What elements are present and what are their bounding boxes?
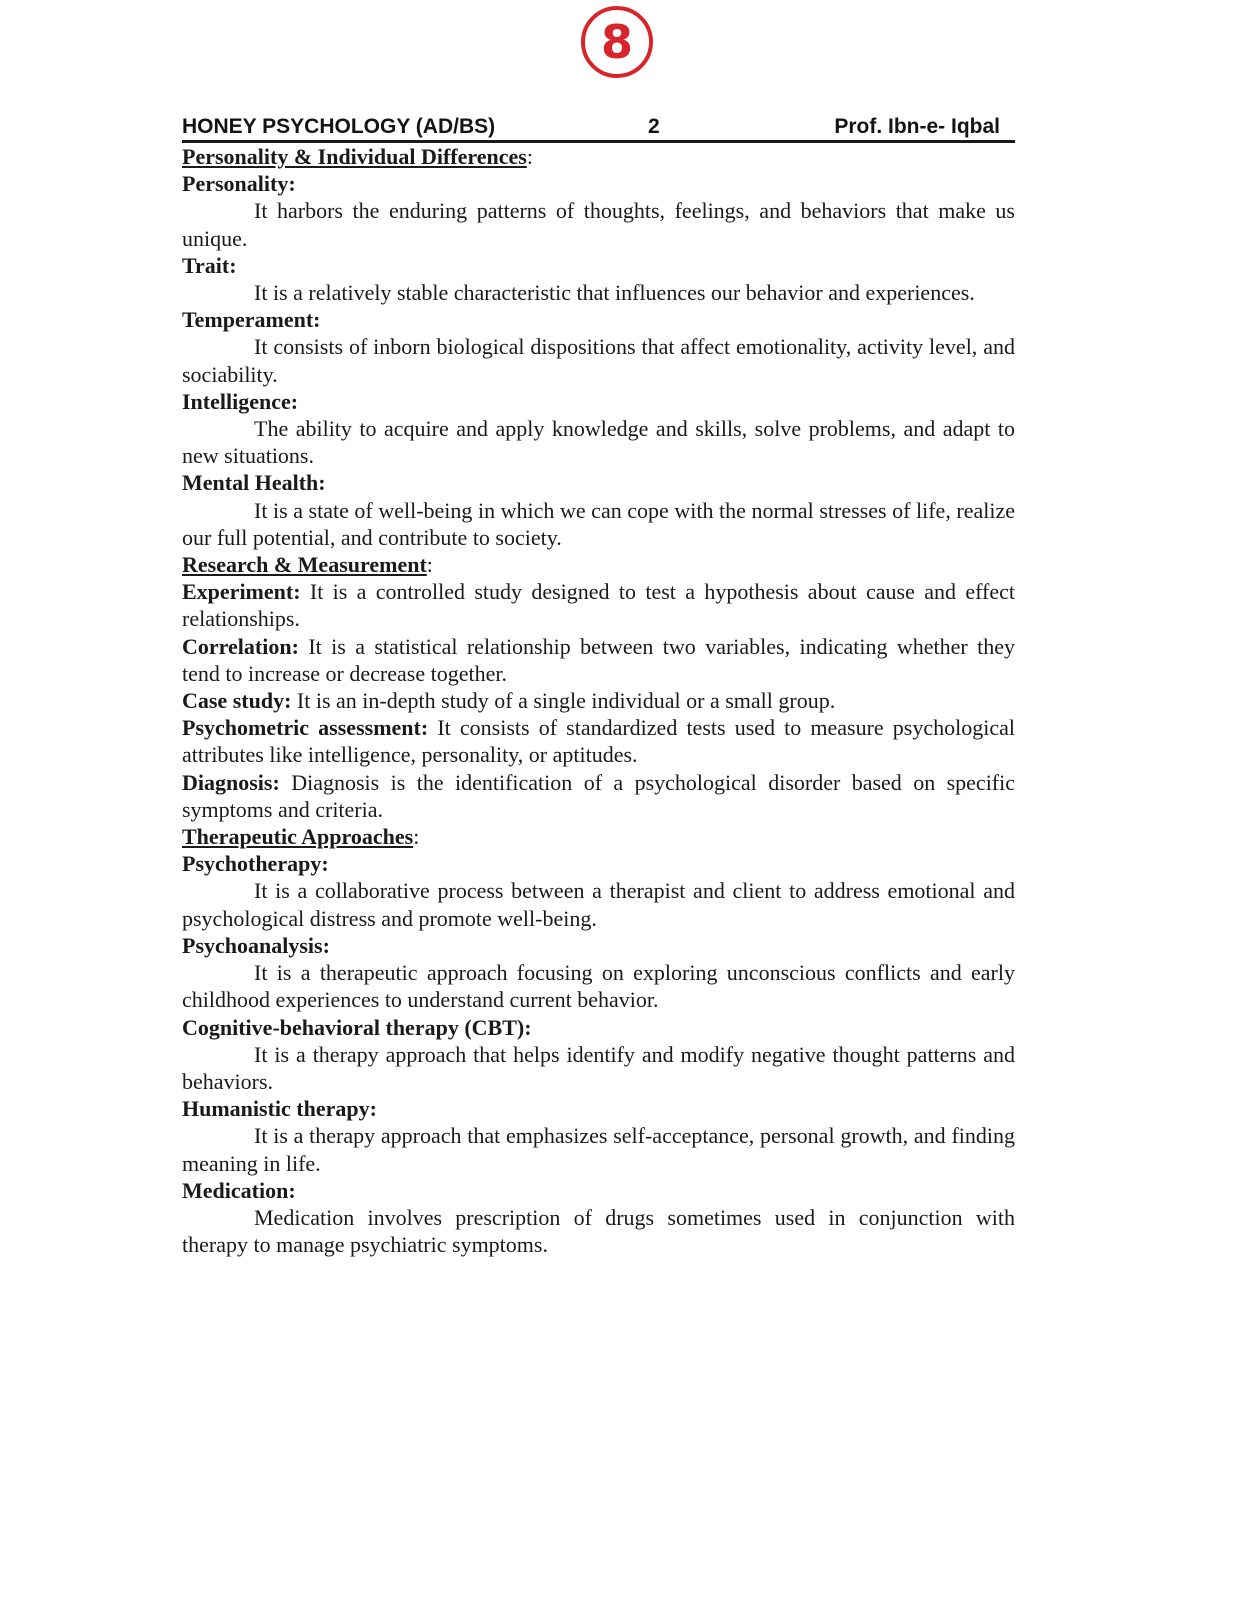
page-header	[182, 113, 1015, 143]
term-label: Correlation:	[182, 633, 299, 659]
term-label: Psychometric assessment:	[182, 715, 429, 741]
term-label: Experiment:	[182, 579, 301, 605]
term-definition: It is a state of well-being in which we can cope with the normal stresses of life, realize our full potential, and contribute to society.	[182, 497, 1015, 550]
term-text: It is a statistical relationship between two variables, indicating whether they tend to increase or decrease together.	[182, 633, 1016, 686]
term-heading: Temperament:	[182, 307, 321, 333]
term-definition: It consists of inborn biological dispositions that affect emotionality, activity level, and sociability.	[182, 334, 1015, 387]
term-heading: Intelligence:	[182, 388, 299, 414]
term-text: It is a controlled study designed to test a hypothesis about cause and effect relationships.	[182, 579, 1015, 632]
header-course-title: HONEY PSYCHOLOGY (AD/BS)	[182, 115, 496, 138]
term-label: Diagnosis:	[182, 769, 280, 795]
inline-definition	[182, 714, 1015, 768]
term-heading: Humanistic therapy:	[182, 1096, 377, 1122]
term-text: Diagnosis is the identification of a psychological disorder based on specific symptoms and criteria.	[182, 769, 1016, 822]
term-definition: It harbors the enduring patterns of thoughts, feelings, and behaviors that make us unique.	[182, 198, 1015, 251]
header-author: Prof. Ibn-e- Iqbal	[834, 115, 1000, 138]
inline-definition	[182, 687, 1015, 714]
inline-definition	[182, 769, 1015, 823]
page-number-badge: 8	[581, 6, 653, 78]
document-body	[182, 143, 1015, 1258]
term-heading: Personality:	[182, 171, 296, 197]
header-page-number: 2	[648, 115, 660, 138]
term-definition: The ability to acquire and apply knowledge and skills, solve problems, and adapt to new situations.	[182, 416, 1015, 469]
section-heading: Personality & Individual Differences:	[182, 144, 533, 169]
term-heading: Trait:	[182, 252, 237, 278]
term-heading: Mental Health:	[182, 470, 326, 496]
term-text: It consists of standardized tests used to measure psychological attributes like intelligence, personality, or aptitudes.	[182, 715, 1015, 768]
term-heading: Psychoanalysis:	[182, 932, 330, 958]
term-definition: It is a relatively stable characteristic that influences our behavior and experiences.	[254, 280, 975, 306]
term-heading: Psychotherapy:	[182, 851, 329, 877]
term-definition: It is a collaborative process between a therapist and client to address emotional and psychological distress and promote well-being.	[182, 878, 1015, 931]
section-heading: Therapeutic Approaches:	[182, 824, 420, 850]
term-definition: It is a therapy approach that helps identify and modify negative thought patterns and behaviors.	[182, 1041, 1015, 1094]
term-definition: Medication involves prescription of drugs sometimes used in conjunction with therapy to manage psychiatric symptoms.	[182, 1204, 1015, 1258]
term-label: Case study:	[182, 688, 292, 714]
section-title-therapy: Therapeutic Approaches	[182, 824, 414, 850]
term-heading: Cognitive-behavioral therapy (CBT):	[182, 1014, 532, 1040]
term-definition: It is a therapy approach that emphasizes self-acceptance, personal growth, and finding meaning in life.	[182, 1123, 1015, 1176]
term-heading: Medication:	[182, 1177, 296, 1203]
term-text: It is an in-depth study of a single individual or a small group.	[296, 688, 836, 714]
section-title-personality: Personality & Individual Differences	[182, 144, 527, 169]
section-title-research: Research & Measurement	[182, 552, 427, 578]
term-definition: It is a therapeutic approach focusing on exploring unconscious conflicts and early childhood experiences to understand current behavior.	[182, 960, 1015, 1013]
inline-definition	[182, 633, 1015, 687]
inline-definition	[182, 578, 1015, 632]
section-heading: Research & Measurement:	[182, 552, 433, 578]
